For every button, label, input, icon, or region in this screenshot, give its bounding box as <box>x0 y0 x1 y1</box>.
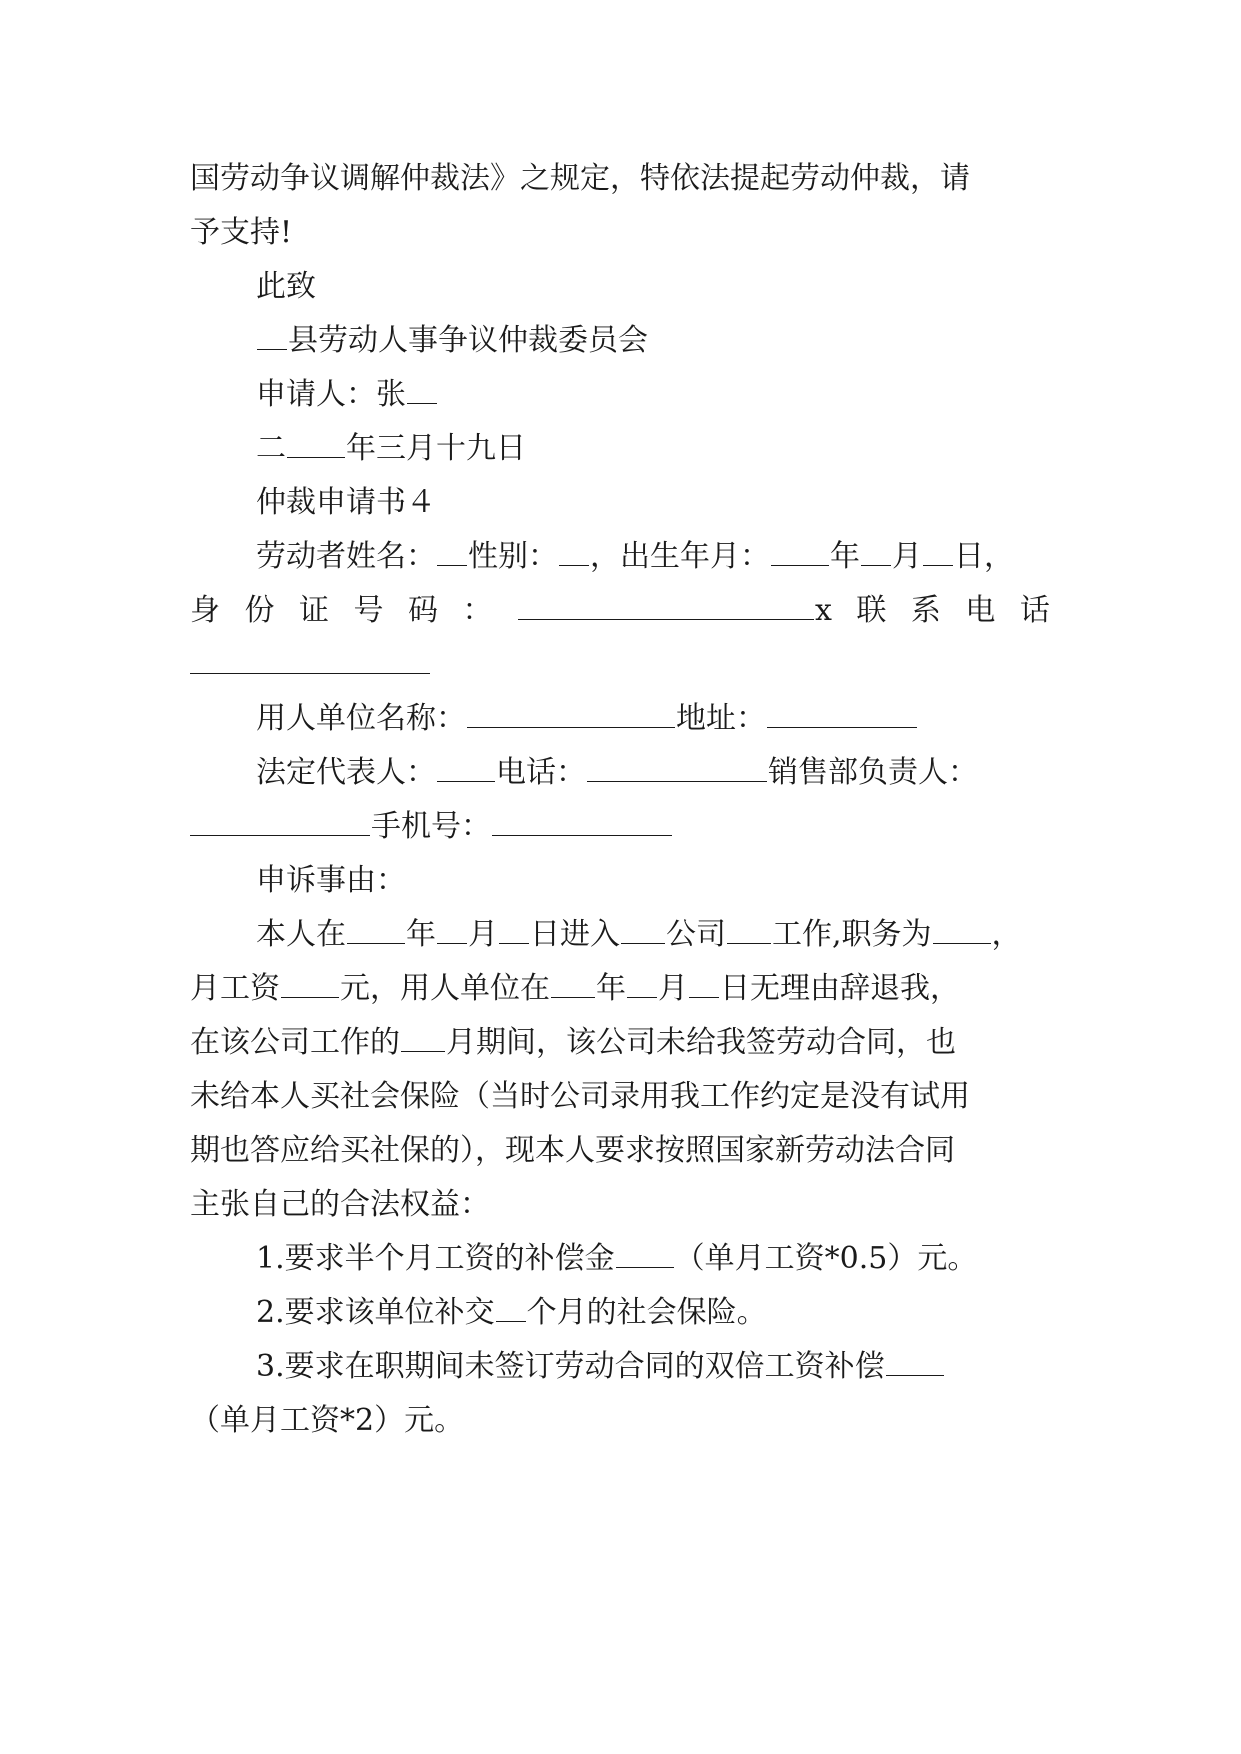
blank-underline <box>727 913 771 944</box>
blank-underline <box>767 697 917 728</box>
blank-underline <box>861 535 891 566</box>
id-char: ： <box>462 593 493 628</box>
applicant-line <box>256 370 1050 420</box>
address-label: 地址： <box>676 701 766 736</box>
mobile-line <box>190 802 1050 852</box>
blank-underline <box>437 535 467 566</box>
blank-underline <box>401 1021 445 1052</box>
gender-label: 性别： <box>468 539 558 574</box>
date-suffix: 年三月十九日 <box>346 431 526 466</box>
body-text: 元，用人单位在 <box>340 971 550 1006</box>
applicant-label: 申请人：张 <box>256 377 406 412</box>
demand-item <box>256 1288 1050 1338</box>
committee-name: 县劳动人事争议仲裁委员会 <box>288 323 648 358</box>
body-line <box>256 910 1050 960</box>
employer-name-label: 用人单位名称： <box>256 701 466 736</box>
body-text: 公司 <box>666 917 726 952</box>
phone-label: 电话： <box>496 755 586 790</box>
demand-item <box>256 1342 1050 1392</box>
demand-text: 2.要求该单位补交 <box>256 1295 495 1330</box>
id-contact-line <box>190 586 1050 636</box>
blank-underline <box>492 805 672 836</box>
id-char: 证 <box>299 593 329 628</box>
blank-underline <box>559 535 589 566</box>
month-label: 月 <box>892 539 922 574</box>
legal-rep-label: 法定代表人： <box>256 755 436 790</box>
body-text: 工作,职务为 <box>772 917 932 952</box>
committee-line <box>256 316 1050 366</box>
text-line: 予支持! <box>190 215 293 250</box>
blank-underline <box>347 913 405 944</box>
body-text: 在该公司工作的 <box>190 1025 400 1060</box>
blank-underline <box>467 697 675 728</box>
body-text: 月 <box>468 917 498 952</box>
blank-underline <box>499 913 529 944</box>
blank-underline <box>496 1291 526 1322</box>
id-char: 份 <box>244 593 275 628</box>
body-text: 月工资 <box>190 971 280 1006</box>
contact-char: 话 <box>1019 593 1050 628</box>
body-text: ， <box>991 917 1022 952</box>
contact-char: 电 <box>965 593 996 628</box>
blank-underline <box>190 643 430 674</box>
worker-info-line <box>256 532 1050 582</box>
blank-underline <box>933 913 991 944</box>
demand-item <box>256 1234 1050 1284</box>
id-suffix: x <box>815 593 832 628</box>
id-char: 号 <box>353 593 384 628</box>
blank-underline <box>923 535 953 566</box>
claim-label: 申诉事由： <box>256 863 406 898</box>
body-line <box>190 964 1050 1014</box>
body-line <box>190 1018 1050 1068</box>
blank-underline <box>587 751 767 782</box>
blank-underline <box>886 1345 944 1376</box>
contact-char: 联 <box>856 593 887 628</box>
contact-char: 系 <box>910 593 941 628</box>
blank-underline <box>616 1237 674 1268</box>
demand-text: 3.要求在职期间未签订劳动合同的双倍工资补偿 <box>256 1349 885 1384</box>
body-text: 年 <box>406 917 436 952</box>
body-text: 日进入 <box>530 917 620 952</box>
blank-underline <box>689 967 719 998</box>
blank-underline <box>621 913 665 944</box>
body-text: 年 <box>596 971 626 1006</box>
blank-underline <box>407 373 437 404</box>
blank-underline <box>627 967 657 998</box>
employer-line <box>256 694 1050 744</box>
body-line: 期也答应给买社保的），现本人要求按照国家新劳动法合同 <box>190 1133 955 1168</box>
demand-item-continued: （单月工资*2）元。 <box>190 1403 465 1438</box>
body-line: 主张自己的合法权益： <box>190 1187 490 1222</box>
id-number-field <box>517 586 832 636</box>
body-text: 本人在 <box>256 917 346 952</box>
blank-underline <box>437 913 467 944</box>
date-prefix: 二 <box>256 431 286 466</box>
legal-rep-line <box>256 748 1050 798</box>
text-line: 国劳动争议调解仲裁法》之规定，特依法提起劳动仲裁，请 <box>190 161 970 196</box>
salutation: 此致 <box>256 269 316 304</box>
blank-underline <box>518 589 814 620</box>
blank-underline <box>771 535 829 566</box>
blank-underline <box>257 319 287 350</box>
body-line: 未给本人买社会保险（当时公司录用我工作约定是没有试用 <box>190 1079 970 1114</box>
sales-head-label: 销售部负责人： <box>768 755 978 790</box>
blank-underline <box>437 751 495 782</box>
blank-underline <box>281 967 339 998</box>
blank-underline <box>287 427 345 458</box>
demand-text: 个月的社会保险。 <box>526 1295 767 1330</box>
mobile-label: 手机号： <box>371 809 491 844</box>
section-heading: 仲裁申请书４ <box>256 485 436 520</box>
body-text: 日无理由辞退我， <box>720 971 960 1006</box>
demand-text: 1.要求半个月工资的补偿金 <box>256 1241 615 1276</box>
body-text: 月期间，该公司未给我签劳动合同，也 <box>446 1025 956 1060</box>
day-label: 日， <box>954 539 1014 574</box>
blank-underline <box>190 805 370 836</box>
year-label: 年 <box>830 539 860 574</box>
id-char: 身 <box>190 593 220 628</box>
contact-blank-line <box>190 640 1050 690</box>
demand-text: （单月工资*0.5）元。 <box>674 1241 978 1276</box>
birth-label: ，出生年月： <box>590 539 770 574</box>
blank-underline <box>551 967 595 998</box>
worker-name-label: 劳动者姓名： <box>256 539 436 574</box>
date-line <box>256 424 1050 474</box>
id-char: 码 <box>408 593 438 628</box>
body-text: 月 <box>658 971 688 1006</box>
